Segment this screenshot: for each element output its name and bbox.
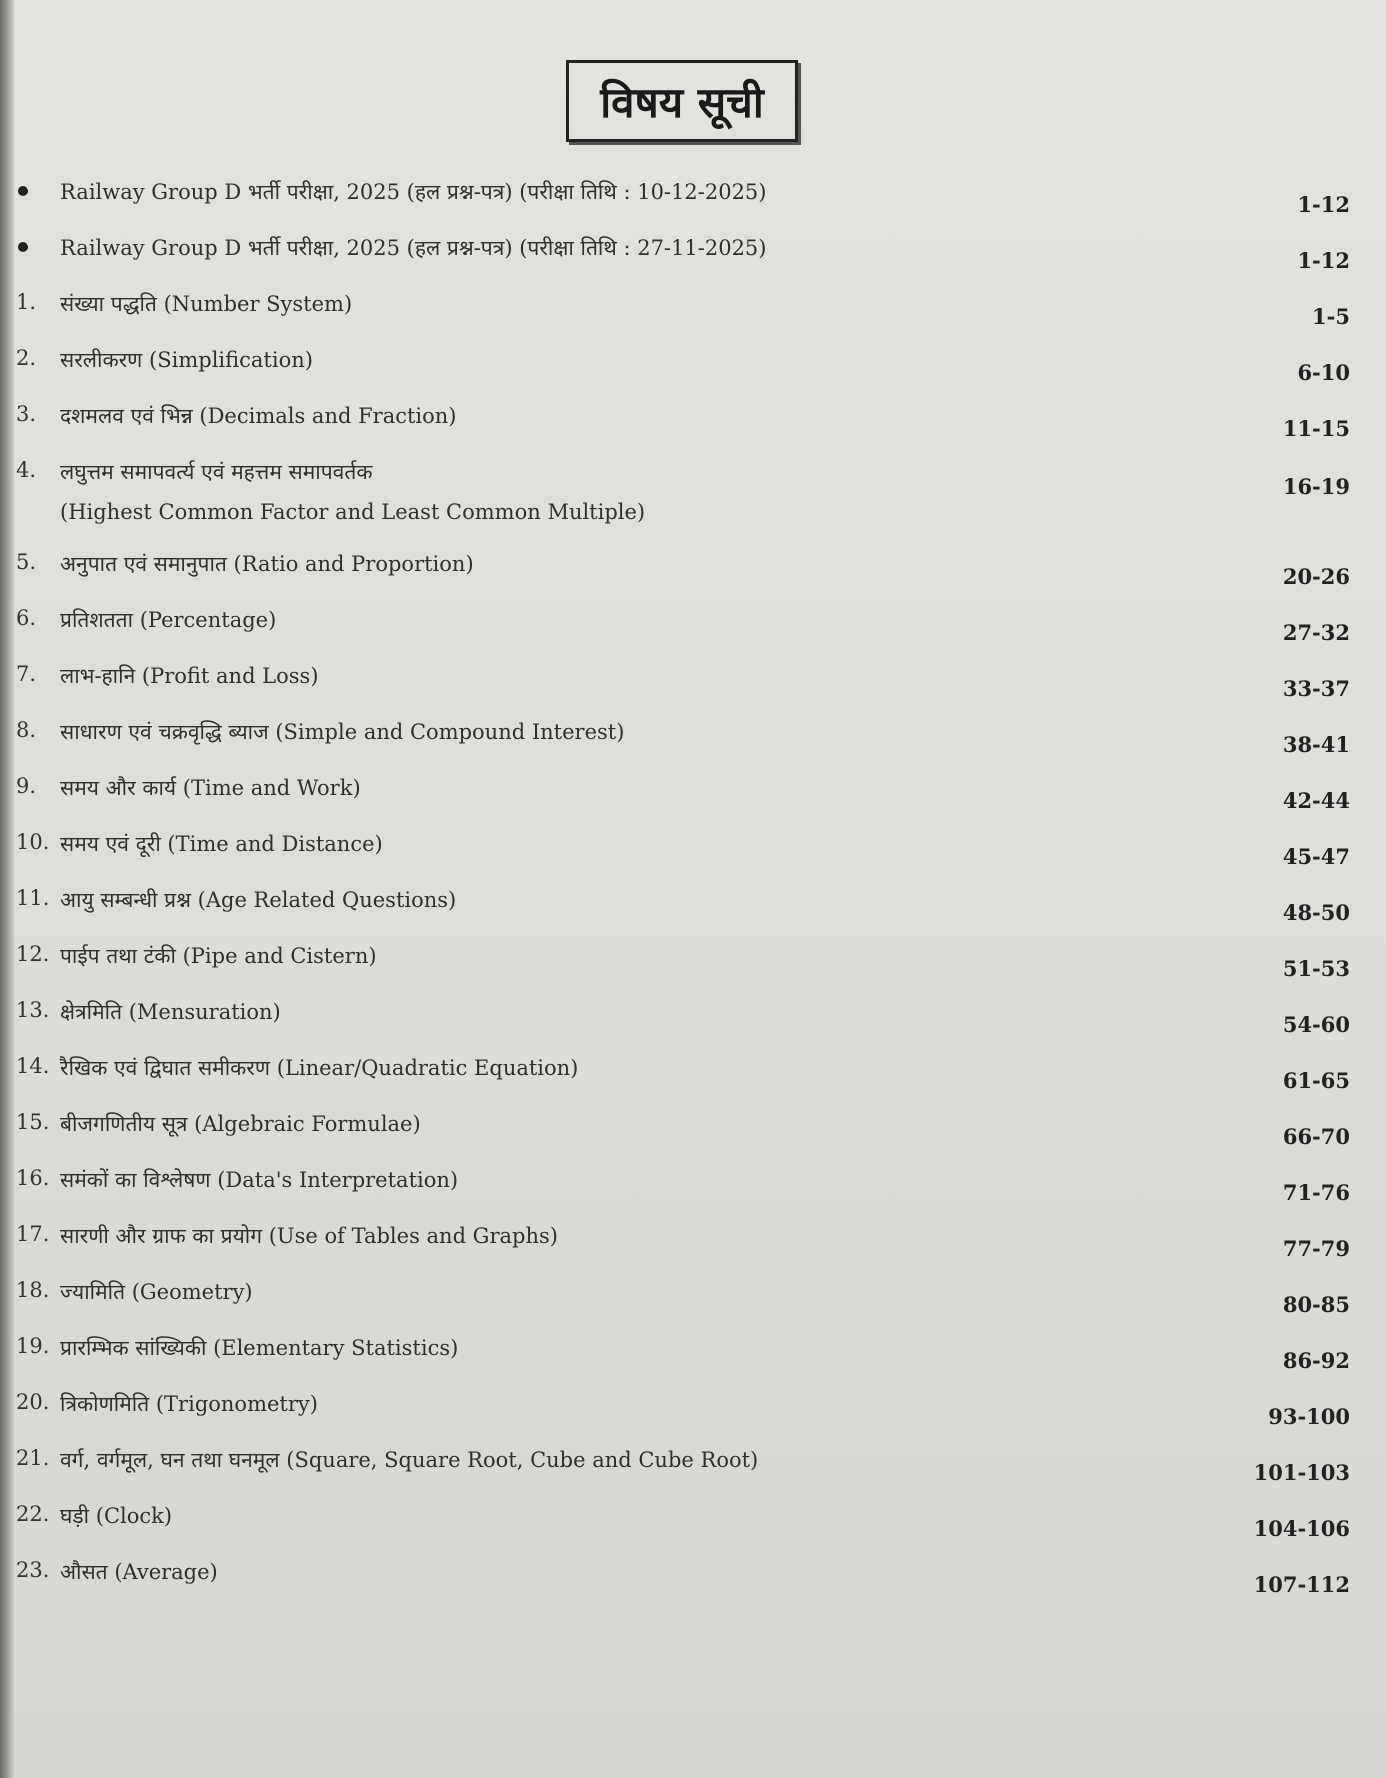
chapter-pages: 33-37 bbox=[1282, 676, 1350, 701]
chapter-number: 13. bbox=[16, 998, 50, 1022]
entry-pages: 1-12 bbox=[1297, 192, 1350, 217]
chapter-number: 20. bbox=[16, 1390, 50, 1414]
entry-text: Railway Group D भर्ती परीक्षा, 2025 (हल प्रश्न-पत्र) (परीक्षा तिथि : 10-12-2025) bbox=[60, 180, 767, 204]
chapter-entry[interactable] bbox=[10, 886, 1350, 942]
chapter-number: 4. bbox=[16, 458, 37, 482]
chapter-entry[interactable] bbox=[10, 1446, 1350, 1502]
chapter-entry[interactable] bbox=[10, 830, 1350, 886]
chapter-number: 10. bbox=[16, 830, 50, 854]
chapter-number: 22. bbox=[16, 1502, 50, 1526]
chapter-title: आयु सम्बन्धी प्रश्न (Age Related Questions) bbox=[60, 888, 457, 912]
chapter-title: समंकों का विश्लेषण (Data's Interpretation) bbox=[60, 1168, 459, 1192]
chapter-number: 14. bbox=[16, 1054, 50, 1078]
chapter-number: 15. bbox=[16, 1110, 50, 1134]
chapter-pages: 101-103 bbox=[1253, 1460, 1350, 1485]
chapter-number: 9. bbox=[16, 774, 37, 798]
chapter-entry[interactable] bbox=[10, 942, 1350, 998]
exam-entry[interactable] bbox=[10, 234, 1350, 290]
chapter-entry[interactable] bbox=[10, 998, 1350, 1054]
chapter-pages: 61-65 bbox=[1282, 1068, 1350, 1093]
chapter-title: औसत (Average) bbox=[60, 1560, 218, 1584]
chapter-pages: 45-47 bbox=[1282, 844, 1350, 869]
chapter-number: 21. bbox=[16, 1446, 50, 1470]
chapter-number: 23. bbox=[16, 1558, 50, 1582]
chapter-title: रैखिक एवं द्विघात समीकरण (Linear/Quadratic Equation) bbox=[60, 1056, 579, 1080]
chapter-entry[interactable] bbox=[10, 606, 1350, 662]
chapter-number: 11. bbox=[16, 886, 50, 910]
chapter-title: समय एवं दूरी (Time and Distance) bbox=[60, 832, 383, 856]
chapter-title: सारणी और ग्राफ का प्रयोग (Use of Tables and Graphs) bbox=[60, 1224, 558, 1248]
chapter-title: लाभ-हानि (Profit and Loss) bbox=[60, 664, 319, 688]
bullet-icon bbox=[10, 178, 60, 200]
chapter-entry[interactable] bbox=[10, 290, 1350, 346]
chapter-entry[interactable] bbox=[10, 1110, 1350, 1166]
page-title: विषय सूची bbox=[566, 60, 798, 142]
chapter-number: 7. bbox=[16, 662, 37, 686]
chapter-title: प्रतिशतता (Percentage) bbox=[60, 608, 277, 632]
chapter-pages: 80-85 bbox=[1282, 1292, 1350, 1317]
chapter-title: प्रारम्भिक सांख्यिकी (Elementary Statistics) bbox=[60, 1336, 459, 1360]
chapter-title: क्षेत्रमिति (Mensuration) bbox=[60, 1000, 281, 1024]
chapter-entry[interactable] bbox=[10, 1222, 1350, 1278]
chapter-pages: 20-26 bbox=[1282, 564, 1350, 589]
chapter-pages: 1-5 bbox=[1312, 304, 1350, 329]
chapter-number: 1. bbox=[16, 290, 37, 314]
chapter-title: अनुपात एवं समानुपात (Ratio and Proportion) bbox=[60, 552, 474, 576]
chapter-entry[interactable] bbox=[10, 458, 1350, 550]
chapter-number: 17. bbox=[16, 1222, 50, 1246]
chapter-title: ज्यामिति (Geometry) bbox=[60, 1280, 253, 1304]
chapter-title: त्रिकोणमिति (Trigonometry) bbox=[60, 1392, 318, 1416]
chapter-number: 12. bbox=[16, 942, 50, 966]
entry-pages: 1-12 bbox=[1297, 248, 1350, 273]
chapter-title: पाईप तथा टंकी (Pipe and Cistern) bbox=[60, 944, 377, 968]
chapter-entry[interactable] bbox=[10, 1278, 1350, 1334]
chapter-title: दशमलव एवं भिन्न (Decimals and Fraction) bbox=[60, 404, 457, 428]
chapter-entry[interactable] bbox=[10, 402, 1350, 458]
chapter-pages: 51-53 bbox=[1282, 956, 1350, 981]
chapter-entry[interactable] bbox=[10, 1502, 1350, 1558]
chapter-pages: 86-92 bbox=[1282, 1348, 1350, 1373]
chapter-title: बीजगणितीय सूत्र (Algebraic Formulae) bbox=[60, 1112, 421, 1136]
chapter-pages: 27-32 bbox=[1282, 620, 1350, 645]
chapter-pages: 54-60 bbox=[1282, 1012, 1350, 1037]
chapter-pages: 16-19 bbox=[1282, 474, 1350, 499]
bullet-icon bbox=[10, 234, 60, 256]
chapter-pages: 6-10 bbox=[1297, 360, 1350, 385]
chapter-title: साधारण एवं चक्रवृद्धि ब्याज (Simple and Compound Interest) bbox=[60, 720, 625, 744]
chapter-title-hindi: लघुत्तम समापवर्त्य एवं महत्तम समापवर्तक bbox=[60, 460, 373, 484]
chapter-entry[interactable] bbox=[10, 1054, 1350, 1110]
chapter-number: 2. bbox=[16, 346, 37, 370]
chapter-pages: 66-70 bbox=[1282, 1124, 1350, 1149]
chapter-pages: 42-44 bbox=[1282, 788, 1350, 813]
chapter-entry[interactable] bbox=[10, 346, 1350, 402]
chapter-entry[interactable] bbox=[10, 1166, 1350, 1222]
chapter-number: 16. bbox=[16, 1166, 50, 1190]
chapter-title bbox=[60, 458, 1350, 526]
chapter-number: 19. bbox=[16, 1334, 50, 1358]
chapter-entry[interactable] bbox=[10, 718, 1350, 774]
chapter-title: सरलीकरण (Simplification) bbox=[60, 348, 313, 372]
chapter-title: समय और कार्य (Time and Work) bbox=[60, 776, 361, 800]
chapter-title: वर्ग, वर्गमूल, घन तथा घनमूल (Square, Square Root, Cube and Cube Root) bbox=[60, 1448, 759, 1472]
chapter-number: 3. bbox=[16, 402, 37, 426]
chapter-title-english: (Highest Common Factor and Least Common Multiple) bbox=[60, 500, 646, 524]
chapter-pages: 77-79 bbox=[1282, 1236, 1350, 1261]
chapter-title: घड़ी (Clock) bbox=[60, 1504, 173, 1528]
chapter-entry[interactable] bbox=[10, 774, 1350, 830]
exam-entry[interactable] bbox=[10, 178, 1350, 234]
chapter-number: 6. bbox=[16, 606, 37, 630]
chapter-pages: 71-76 bbox=[1282, 1180, 1350, 1205]
chapter-number: 8. bbox=[16, 718, 37, 742]
chapter-entry[interactable] bbox=[10, 1334, 1350, 1390]
chapter-entry[interactable] bbox=[10, 1558, 1350, 1614]
chapter-pages: 11-15 bbox=[1282, 416, 1350, 441]
chapter-pages: 38-41 bbox=[1282, 732, 1350, 757]
table-of-contents bbox=[10, 178, 1350, 1614]
chapter-pages: 93-100 bbox=[1268, 1404, 1350, 1429]
chapter-pages: 107-112 bbox=[1253, 1572, 1350, 1597]
chapter-pages: 104-106 bbox=[1253, 1516, 1350, 1541]
entry-text: Railway Group D भर्ती परीक्षा, 2025 (हल प्रश्न-पत्र) (परीक्षा तिथि : 27-11-2025) bbox=[60, 236, 767, 260]
chapter-pages: 48-50 bbox=[1282, 900, 1350, 925]
chapter-number: 5. bbox=[16, 550, 37, 574]
chapter-entry[interactable] bbox=[10, 1390, 1350, 1446]
chapter-title: संख्या पद्धति (Number System) bbox=[60, 292, 353, 316]
chapter-entry[interactable] bbox=[10, 662, 1350, 718]
chapter-entry[interactable] bbox=[10, 550, 1350, 606]
chapter-number: 18. bbox=[16, 1278, 50, 1302]
